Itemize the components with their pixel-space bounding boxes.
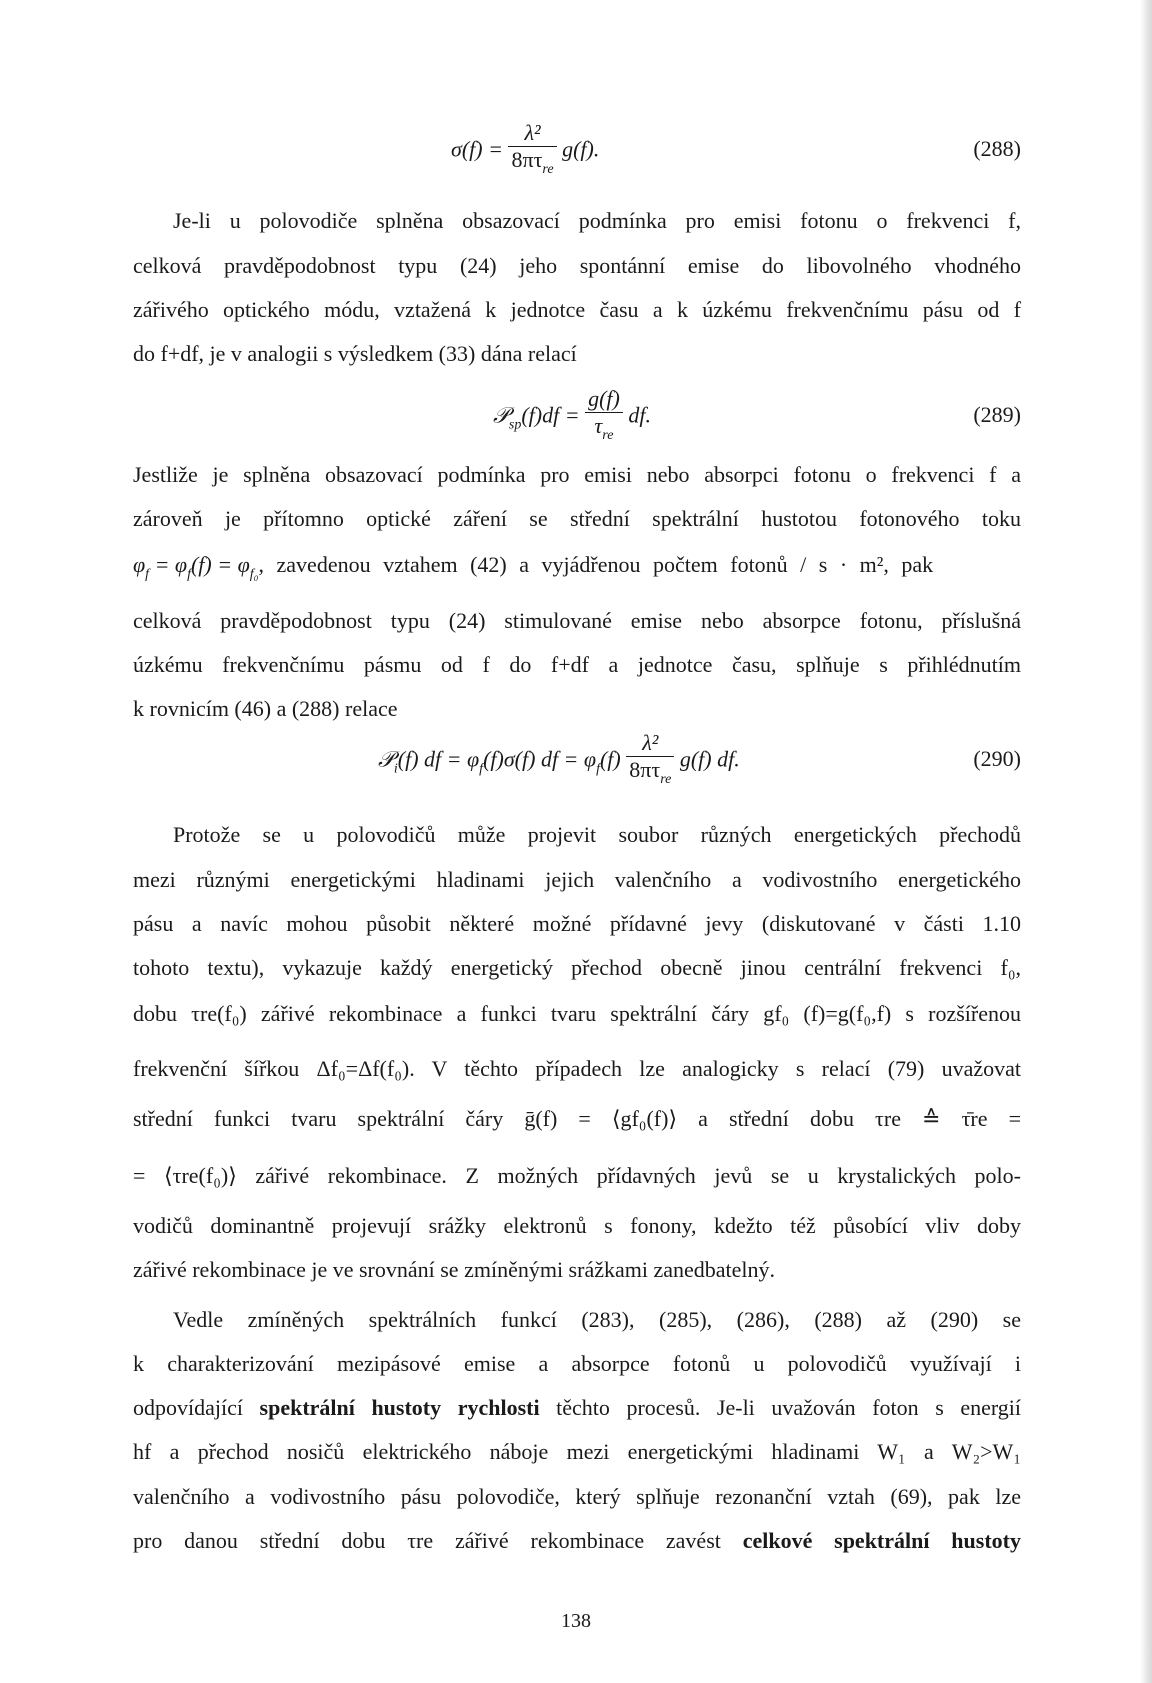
eq289-numerator: g(f) (585, 386, 623, 413)
para3-line5: dobu τre(f₀) zářivé rekombinace a funkci tvaru spektrální čáry gf₀ (f)=g(f₀,f) s rozšířenou (133, 1001, 1021, 1026)
eq288-denominator (508, 147, 556, 183)
para2-line3 (133, 552, 1021, 587)
eq290-lhs-sub: i (393, 761, 398, 777)
para2-line6: k rovnicím (46) a (288) relace (133, 696, 398, 721)
para2-line5: úzkému frekvenčnímu pásmu od f do f+df a jednotce času, splňuje s přihlédnutím (133, 652, 1021, 677)
eq288-fraction (508, 120, 556, 183)
para4-line5: valenčního a vodivostního pásu polovodiče, který splňuje rezonanční vztah (69), pak lze (133, 1484, 1021, 1509)
equation-289-body (493, 386, 651, 449)
eq290-lhs-symbol: 𝒫 (378, 747, 394, 773)
para1-line3: zářivého optického módu, vztažená k jednotce času a k úzkému frekvenčnímu pásu od f (133, 297, 1021, 322)
eq290-part1-sub: f (479, 761, 484, 777)
phi-mid-1: = φ (149, 552, 188, 577)
para3-line1: Protože se u polovodičů může projevit soubor různých energetických přechodů (173, 822, 1021, 847)
equation-289 (133, 382, 1021, 452)
equation-number-288: (288) (973, 136, 1021, 161)
phi-symbol: φ (133, 552, 146, 577)
phi-mid-2: (f) = φ (190, 552, 250, 577)
scan-edge (1140, 0, 1152, 1683)
phi-sub-3: f₀ (249, 567, 259, 582)
eq289-rhs: df. (628, 402, 651, 428)
eq288-den-sub: re (542, 162, 554, 177)
para1-line4: do f+df, je v analogii s výsledkem (33) dána relací (133, 341, 577, 366)
para4-line4: hf a přechod nosičů elektrického náboje mezi energetickými hladinami W₁ a W₂>W₁ (133, 1439, 1021, 1464)
eq289-den-main: τ (594, 413, 603, 438)
eq288-numerator: λ² (508, 120, 556, 147)
equation-288 (133, 116, 1021, 186)
para2-line3-text: , zavedenou vztahem (42) a vyjádřenou počtem fotonů / s · m², pak (258, 552, 934, 577)
para1-line1: Je-li u polovodiče splněna obsazovací podmínka pro emisi fotonu o frekvenci f, (173, 208, 1021, 233)
phi-sub-1: f (145, 567, 150, 582)
para4-line6-a: pro danou střední dobu τre zářivé rekombinace zavést (133, 1528, 743, 1553)
eq290-rhs: g(f) df. (679, 746, 740, 772)
equation-290-body (378, 730, 740, 793)
para2-line1: Jestliže je splněna obsazovací podmínka pro emisi nebo absorpci fotonu o frekvenci f a (133, 462, 1021, 487)
para4-line3-c: těchto procesů. Je-li uvažován foton s energií (539, 1395, 1021, 1420)
para4-line3-a: odpovídající (133, 1395, 260, 1420)
eq288-lhs: σ(f) = (451, 136, 503, 162)
para3-line9: vodičů dominantně projevují srážky elektronů s fonony, kdežto též působící vliv doby (133, 1213, 1021, 1238)
eq290-den-sub: re (660, 772, 672, 787)
para4-line6 (133, 1528, 1021, 1553)
equation-number-289: (289) (973, 402, 1021, 427)
term-spectral-rate-density: spektrální hustoty rychlosti (259, 1395, 540, 1420)
eq289-den-sub: re (602, 428, 614, 443)
equation-288-body (451, 120, 599, 183)
eq290-part2: (f)σ(f) df = φ (483, 746, 597, 772)
para2-phi-expression (133, 552, 259, 582)
eq288-rhs: g(f). (562, 136, 600, 162)
para4-line2: k charakterizování mezipásové emise a absorpce fotonů u polovodičů využívají i (133, 1351, 1021, 1376)
eq290-fraction (626, 730, 674, 793)
para3-line10: zářivé rekombinace je ve srovnání se zmíněnými srážkami zanedbatelný. (133, 1257, 776, 1282)
eq289-lhs-rest: (f)df = (521, 402, 580, 428)
para3-line6: frekvenční šířkou Δf₀=Δf(f₀). V těchto případech lze analogicky s relací (79) uvažovat (133, 1056, 1021, 1081)
eq289-lhs-symbol: 𝒫 (493, 403, 509, 429)
eq290-part1: (f) df = φ (397, 746, 480, 772)
term-total-spectral-density: celkové spektrální hustoty (742, 1528, 1021, 1553)
eq290-part3: (f) (599, 746, 621, 772)
equation-290 (133, 726, 1021, 796)
para3-line8: = ⟨τre(f₀)⟩ zářivé rekombinace. Z možných přídavných jevů se u krystalických polo- (133, 1163, 1021, 1188)
equation-number-290: (290) (973, 746, 1021, 771)
phi-sub-2: f (187, 567, 191, 582)
para3-line3: pásu a navíc mohou působit některé možné přídavné jevy (diskutované v části 1.10 (133, 911, 1021, 936)
eq290-den-main: 8πτ (629, 757, 661, 782)
para1-line2: celková pravděpodobnost typu (24) jeho spontánní emise do libovolného vhodného (133, 253, 1021, 278)
eq289-fraction (585, 386, 623, 449)
para3-line4: tohoto textu), vykazuje každý energetický přechod obecně jinou centrální frekvenci f₀, (133, 955, 1021, 980)
eq290-numerator: λ² (626, 730, 674, 757)
para3-line7: střední funkci tvaru spektrální čáry ḡ(f) = ⟨gf₀(f)⟩ a střední dobu τre ≙ τ̄re = (133, 1106, 1021, 1131)
eq288-den-main: 8πτ (511, 147, 543, 172)
para4-line1: Vedle zmíněných spektrálních funkcí (283), (285), (286), (288) až (290) se (173, 1307, 1021, 1332)
eq289-lhs-sub: sp (508, 417, 522, 433)
para4-line3 (133, 1395, 1021, 1420)
eq290-denominator (626, 757, 674, 793)
page-number: 138 (561, 1610, 591, 1632)
eq289-denominator (585, 413, 623, 449)
para3-line2: mezi různými energetickými hladinami jejich valenčního a vodivostního energetického (133, 867, 1021, 892)
para2-line2: zároveň je přítomno optické záření se střední spektrální hustotou fotonového toku (133, 506, 1021, 531)
para2-line4: celková pravděpodobnost typu (24) stimulované emise nebo absorpce fotonu, příslušná (133, 608, 1021, 633)
eq290-part2-sub: f (596, 761, 600, 777)
